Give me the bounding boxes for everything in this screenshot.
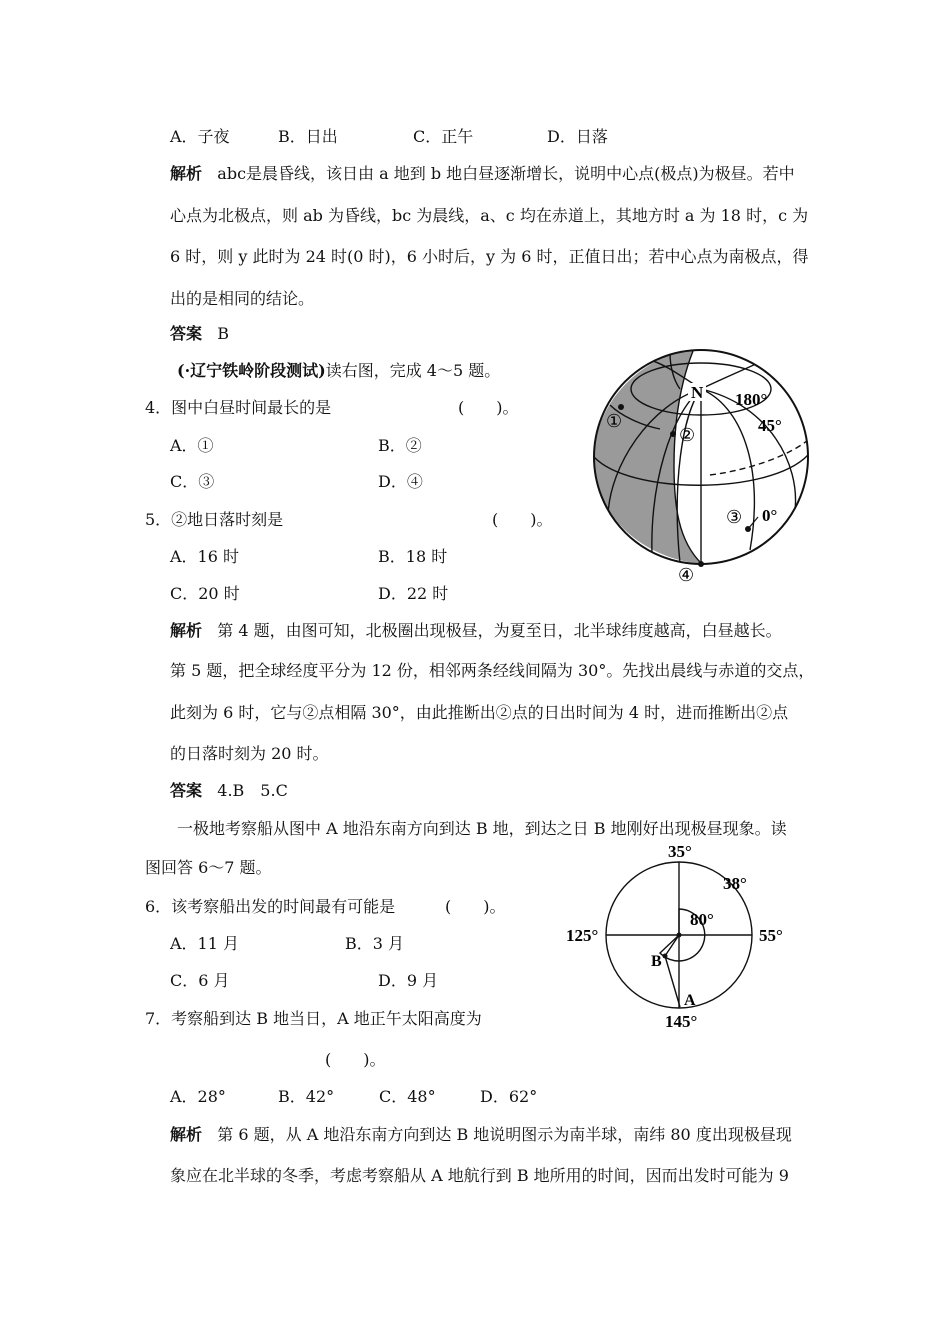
q3-analysis-line-3: 6 时，则 y 此时为 24 时(0 时)，6 小时后，y 为 6 时，正值日出；若中心点为南极点，得 [170, 247, 809, 266]
q3-answer-value: B [217, 324, 230, 343]
answer-label: 答案 [170, 781, 203, 800]
lon-180-label: 180° [735, 390, 768, 409]
q5-option-c: C．20 时 [170, 584, 240, 603]
point-b-label: B [651, 953, 662, 970]
lat-80-label: 80° [690, 910, 714, 929]
intro-4-5 [177, 361, 500, 381]
analysis-45-line-1 [170, 621, 782, 641]
q6-stem: 6．该考察船出发的时间最有可能是 [145, 897, 396, 916]
answer-label: 答案 [170, 324, 203, 343]
q3-options [170, 127, 608, 147]
point-4-label: ④ [678, 565, 695, 585]
point-3-label: ③ [726, 507, 743, 527]
point-4-dot [698, 561, 704, 567]
point-b-dot [663, 954, 668, 959]
q5-option-d: D．22 时 [378, 584, 449, 603]
lon-35-label: 35° [668, 842, 692, 861]
lon-145-label: 145° [665, 1012, 698, 1031]
lon-55-label: 55° [759, 926, 783, 945]
q3-option-a: A．子夜 [170, 127, 230, 146]
q7-stem: 7．考察船到达 B 地当日，A 地正午太阳高度为 [145, 1009, 482, 1028]
intro-6-7-line-1: 一极地考察船从图中 A 地沿东南方向到达 B 地，到达之日 B 地刚好出现极昼现象。读 [177, 819, 787, 838]
route-line [665, 956, 680, 1007]
analysis-label: 解析 [170, 621, 203, 640]
analysis-67-text: 第 6 题，从 A 地沿东南方向到达 B 地说明图示为南半球，南纬 80 度出现极昼现 [217, 1125, 792, 1144]
q4-option-d: D．④ [378, 472, 423, 491]
point-a-label: A [684, 992, 696, 1009]
q6-option-b: B．3 月 [345, 934, 405, 953]
q3-analysis-text: abc是晨昏线，该日由 a 地到 b 地白昼逐渐增长，说明中心点(极点)为极昼。若中 [217, 164, 795, 183]
point-1-label: ① [606, 411, 623, 431]
analysis-45-line-2: 第 5 题，把全球经度平分为 12 份，相邻两条经线间隔为 30°。先找出晨线与赤道的交点， [170, 661, 815, 680]
analysis-45-line-3: 此刻为 6 时，它与②点相隔 30°，由此推断出②点的日出时间为 4 时，进而推断出②点 [170, 703, 789, 722]
q7-option-d: D．62° [480, 1087, 538, 1106]
answer-45 [170, 781, 288, 801]
q7-options [170, 1087, 537, 1107]
north-label: N [691, 383, 704, 402]
q5-option-a: A．16 时 [170, 547, 240, 566]
q3-analysis-line-1 [170, 164, 795, 184]
q6-option-a: A．11 月 [170, 934, 240, 953]
analysis-label: 解析 [170, 1125, 203, 1144]
q7-option-b: B．42° [278, 1087, 335, 1106]
q6-option-d: D．9 月 [378, 971, 439, 990]
lon-125-label: 125° [566, 926, 599, 945]
q5-bracket: ( )。 [492, 510, 553, 529]
analysis-45-line-4: 的日落时刻为 20 时。 [170, 744, 329, 763]
analysis-label: 解析 [170, 164, 203, 183]
q7-option-a: A．28° [170, 1087, 226, 1106]
q6-option-c: C．6 月 [170, 971, 230, 990]
analysis-67-line-1 [170, 1125, 792, 1145]
lon-38-label: 38° [723, 874, 747, 893]
intro-text: 读右图，完成 4～5 题。 [325, 361, 501, 380]
lon-0-label: 0° [762, 506, 778, 525]
q4-option-c: C．③ [170, 472, 215, 491]
q3-option-b: B．日出 [278, 127, 338, 146]
pole-dot [677, 933, 682, 938]
q4-option-a: A．① [170, 436, 214, 455]
q3-analysis-line-4: 出的是相同的结论。 [170, 289, 315, 308]
polar-figure [560, 840, 800, 1035]
q7-bracket: ( )。 [325, 1050, 386, 1069]
globe-figure [590, 345, 820, 585]
point-2-label: ② [679, 425, 696, 445]
analysis-67-line-2: 象应在北半球的冬季，考虑考察船从 A 地航行到 B 地所用的时间，因而出发时可能为 9 [170, 1166, 789, 1185]
q5-stem: 5．②地日落时刻是 [145, 510, 284, 529]
point-1-dot [618, 404, 624, 410]
intro-6-7-line-2: 图回答 6～7 题。 [145, 858, 272, 877]
q3-analysis-line-2: 心点为北极点，则 ab 为昏线，bc 为晨线，a、c 均在赤道上，其地方时 a 为 18 时，c 为 [170, 206, 809, 225]
q3-option-c: C．正午 [413, 127, 474, 146]
q6-bracket: ( )。 [445, 897, 506, 916]
analysis-45-text: 第 4 题，由图可知，北极圈出现极昼，为夏至日，北半球纬度越高，白昼越长。 [217, 621, 782, 640]
q3-answer [170, 324, 229, 344]
q5-option-b: B．18 时 [378, 547, 448, 566]
point-2-dot [670, 431, 676, 437]
lat-45-label: 45° [758, 416, 782, 435]
q3-option-d: D．日落 [547, 127, 608, 146]
q4-option-b: B．② [378, 436, 422, 455]
q7-option-c: C．48° [379, 1087, 436, 1106]
source-label: (·辽宁铁岭阶段测试) [177, 361, 326, 380]
q4-stem: 4．图中白昼时间最长的是 [145, 398, 332, 417]
q4-bracket: ( )。 [458, 398, 519, 417]
answer-45-value: 4.B 5.C [217, 781, 288, 800]
